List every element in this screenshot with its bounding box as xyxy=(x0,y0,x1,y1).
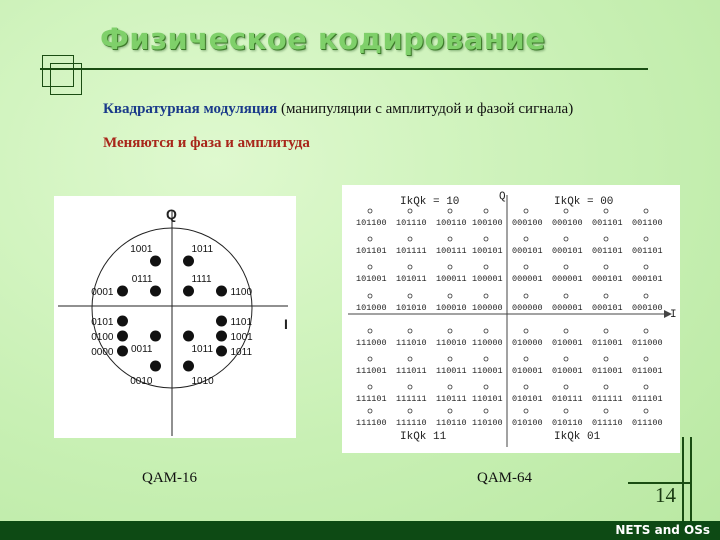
qam64-point xyxy=(604,209,608,213)
qam16-point xyxy=(150,256,161,267)
qam64-point-label: 001101 xyxy=(632,246,663,256)
qam64-point xyxy=(484,265,488,269)
qam64-point xyxy=(448,329,452,333)
qam16-point-label: 1111 xyxy=(191,274,212,285)
qam64-point-label: 100000 xyxy=(472,303,503,313)
qam64-point xyxy=(484,237,488,241)
qam64-q-label: Q xyxy=(499,191,506,203)
qam64-point xyxy=(524,265,528,269)
qam16-point-label: 0001 xyxy=(91,287,114,298)
qam16-point xyxy=(216,346,227,357)
qam64-point-label: 010100 xyxy=(512,418,543,428)
qam64-point-label: 011111 xyxy=(592,394,623,404)
qam64-point-label: 000101 xyxy=(592,274,623,284)
qam64-point xyxy=(408,294,412,298)
qam64-point-label: 000000 xyxy=(512,303,543,313)
qam64-point xyxy=(564,237,568,241)
qam64-point-label: 000101 xyxy=(552,246,583,256)
qam16-point-label: 1001 xyxy=(130,244,153,255)
qam64-point-label: 101110 xyxy=(396,218,427,228)
qam64-point xyxy=(644,357,648,361)
qam64-point xyxy=(644,409,648,413)
qam64-point xyxy=(524,237,528,241)
qam64-point-label: 100010 xyxy=(436,303,467,313)
qam64-point xyxy=(448,385,452,389)
qam64-point xyxy=(448,265,452,269)
qam64-point-label: 000001 xyxy=(512,274,543,284)
qam64-point-label: 110100 xyxy=(472,418,503,428)
qam64-point xyxy=(368,329,372,333)
title-underline xyxy=(40,68,648,70)
qam16-point xyxy=(150,361,161,372)
qam16-q-label: Q xyxy=(166,206,177,222)
qam64-panel xyxy=(342,185,680,453)
qam64-point-label: 010111 xyxy=(552,394,583,404)
qam16-point-label: 1101 xyxy=(230,317,253,328)
qam16-point xyxy=(216,286,227,297)
qam64-point-label: 001101 xyxy=(592,246,623,256)
qam64-point-label: 110110 xyxy=(436,418,467,428)
qam64-point-label: 111101 xyxy=(356,394,387,404)
qam64-point xyxy=(408,329,412,333)
qam64-point xyxy=(644,209,648,213)
qam64-point-label: 010000 xyxy=(512,338,543,348)
qam64-point-label: 110111 xyxy=(436,394,467,404)
qam64-point xyxy=(368,385,372,389)
qam64-point-label: 100100 xyxy=(472,218,503,228)
qam64-point-label: 011001 xyxy=(592,366,623,376)
qam64-point xyxy=(564,385,568,389)
qam64-point-label: 000001 xyxy=(552,303,583,313)
qam64-point-label: 111100 xyxy=(356,418,387,428)
qam64-point-label: 010001 xyxy=(512,366,543,376)
qam16-point-label: 0101 xyxy=(91,317,114,328)
qam64-point-label: 101101 xyxy=(356,246,387,256)
qam64-point-label: 100101 xyxy=(472,246,503,256)
qam16-point-label: 0100 xyxy=(91,332,114,343)
qam64-point-label: 011101 xyxy=(632,394,663,404)
qam16-point xyxy=(150,331,161,342)
qam64-point-label: 111011 xyxy=(396,366,427,376)
qam64-point-label: 100001 xyxy=(472,274,503,284)
qam64-point-label: 010001 xyxy=(552,366,583,376)
qam64-point xyxy=(408,357,412,361)
qam64-point xyxy=(368,409,372,413)
corner-decor-line-1 xyxy=(682,437,684,521)
qam64-point-label: 011001 xyxy=(632,366,663,376)
qam16-point-label: 1100 xyxy=(230,287,253,298)
qam64-point xyxy=(644,237,648,241)
corner-decor-line-2 xyxy=(690,437,692,521)
qam64-point xyxy=(524,409,528,413)
qam16-point-label: 0111 xyxy=(131,274,153,285)
qam64-point xyxy=(408,409,412,413)
qam64-point-label: 111110 xyxy=(396,418,427,428)
qam64-point xyxy=(484,329,488,333)
qam64-point xyxy=(524,294,528,298)
qam64-point-label: 101000 xyxy=(356,303,387,313)
qam64-point xyxy=(484,294,488,298)
qam64-bottom-right-label: IkQk 01 xyxy=(554,431,601,443)
qam64-point-label: 011001 xyxy=(592,338,623,348)
qam64-point-label: 010110 xyxy=(552,418,583,428)
highlight-line: Меняются и фаза и амплитуда xyxy=(103,135,310,151)
qam64-point-label: 101111 xyxy=(396,246,427,256)
qam64-point xyxy=(564,409,568,413)
qam64-point xyxy=(564,357,568,361)
qam64-point-label: 001101 xyxy=(592,218,623,228)
qam64-point-label: 110101 xyxy=(472,394,503,404)
qam64-point xyxy=(604,294,608,298)
qam64-point xyxy=(604,265,608,269)
qam64-point-label: 110001 xyxy=(472,366,503,376)
footer-course-name: NETS and OSs xyxy=(615,523,710,537)
qam16-i-label: I xyxy=(284,316,288,332)
qam64-point-label: 101100 xyxy=(356,218,387,228)
qam64-point xyxy=(524,209,528,213)
qam64-point xyxy=(368,237,372,241)
qam16-point-label: 1010 xyxy=(191,376,214,387)
qam16-point xyxy=(117,316,128,327)
qam64-point-label: 001100 xyxy=(632,218,663,228)
qam64-bottom-left-label: IkQk 11 xyxy=(400,431,447,443)
qam64-point xyxy=(604,329,608,333)
qam64-point-label: 110000 xyxy=(472,338,503,348)
qam64-top-left-label: IkQk = 10 xyxy=(400,196,460,208)
qam64-point xyxy=(484,385,488,389)
qam64-point xyxy=(564,209,568,213)
qam64-point xyxy=(368,265,372,269)
qam64-caption: QAM-64 xyxy=(477,470,532,486)
qam64-point-label: 101001 xyxy=(356,274,387,284)
qam64-point-label: 100110 xyxy=(436,218,467,228)
qam64-point xyxy=(484,209,488,213)
qam64-point-label: 101010 xyxy=(396,303,427,313)
qam64-top-right-label: IkQk = 00 xyxy=(554,196,614,208)
qam64-point xyxy=(524,329,528,333)
qam64-point-label: 100111 xyxy=(436,246,467,256)
qam64-point xyxy=(408,385,412,389)
qam64-point-label: 010101 xyxy=(512,394,543,404)
qam64-point xyxy=(604,409,608,413)
qam64-point xyxy=(448,237,452,241)
qam16-point xyxy=(183,286,194,297)
qam64-point xyxy=(408,237,412,241)
qam64-point xyxy=(448,409,452,413)
qam64-point xyxy=(484,409,488,413)
qam16-point-label: 0000 xyxy=(91,347,114,358)
qam64-point xyxy=(448,357,452,361)
qam16-constellation xyxy=(54,196,296,438)
qam64-point xyxy=(604,385,608,389)
qam64-point xyxy=(524,357,528,361)
qam64-point xyxy=(604,357,608,361)
qam64-point xyxy=(644,329,648,333)
qam16-point xyxy=(183,331,194,342)
qam64-point xyxy=(448,209,452,213)
subtitle-line xyxy=(103,101,573,118)
qam64-point xyxy=(604,237,608,241)
qam16-point xyxy=(183,256,194,267)
qam64-point-label: 110011 xyxy=(436,366,467,376)
qam64-point xyxy=(564,265,568,269)
qam64-point xyxy=(368,294,372,298)
qam16-panel xyxy=(54,196,296,438)
qam64-point-label: 000101 xyxy=(632,274,663,284)
qam64-point xyxy=(448,294,452,298)
qam64-point-label: 111111 xyxy=(396,394,427,404)
qam16-point-label: 0011 xyxy=(130,344,153,355)
qam64-point-label: 010001 xyxy=(552,338,583,348)
qam64-point-label: 000101 xyxy=(512,246,543,256)
qam64-point-label: 101011 xyxy=(396,274,427,284)
qam64-point xyxy=(368,209,372,213)
qam16-point xyxy=(216,331,227,342)
qam64-point-label: 000100 xyxy=(552,218,583,228)
qam64-point xyxy=(644,294,648,298)
qam64-point xyxy=(484,357,488,361)
qam16-point-label: 1011 xyxy=(191,244,214,255)
qam16-point-label: 1011 xyxy=(230,347,253,358)
subtitle-term: Квадратурная модуляция xyxy=(103,101,278,117)
qam64-point-label: 111010 xyxy=(396,338,427,348)
qam64-point xyxy=(644,385,648,389)
qam16-point xyxy=(216,316,227,327)
qam64-point-label: 011110 xyxy=(592,418,623,428)
qam64-point-label: 000100 xyxy=(512,218,543,228)
qam64-point-label: 000101 xyxy=(592,303,623,313)
qam16-point-label: 0010 xyxy=(130,376,153,387)
qam64-point-label: 111000 xyxy=(356,338,387,348)
slide-title: Физическое кодирование xyxy=(100,22,546,56)
qam64-point xyxy=(644,265,648,269)
qam64-point xyxy=(524,385,528,389)
qam16-point-label: 1011 xyxy=(191,344,214,355)
qam64-constellation xyxy=(342,185,680,453)
qam64-point xyxy=(408,265,412,269)
qam64-point-label: 011000 xyxy=(632,338,663,348)
qam64-point-label: 100011 xyxy=(436,274,467,284)
qam16-point xyxy=(183,361,194,372)
qam64-point xyxy=(408,209,412,213)
qam64-i-label: I xyxy=(670,309,677,321)
qam64-point xyxy=(564,294,568,298)
qam64-point-label: 000100 xyxy=(632,303,663,313)
qam64-point xyxy=(564,329,568,333)
qam64-point-label: 000001 xyxy=(552,274,583,284)
qam64-point-label: 110010 xyxy=(436,338,467,348)
footer-bar xyxy=(0,521,720,540)
page-number: 14 xyxy=(655,483,676,507)
qam64-point-label: 011100 xyxy=(632,418,663,428)
qam16-point xyxy=(117,331,128,342)
qam16-caption: QAM-16 xyxy=(142,470,197,486)
qam64-point xyxy=(368,357,372,361)
qam16-point-label: 1001 xyxy=(230,332,253,343)
qam16-point xyxy=(117,346,128,357)
qam16-point xyxy=(150,286,161,297)
qam16-point xyxy=(117,286,128,297)
qam64-point-label: 111001 xyxy=(356,366,387,376)
subtitle-description: (манипуляции с амплитудой и фазой сигнала) xyxy=(277,101,574,117)
